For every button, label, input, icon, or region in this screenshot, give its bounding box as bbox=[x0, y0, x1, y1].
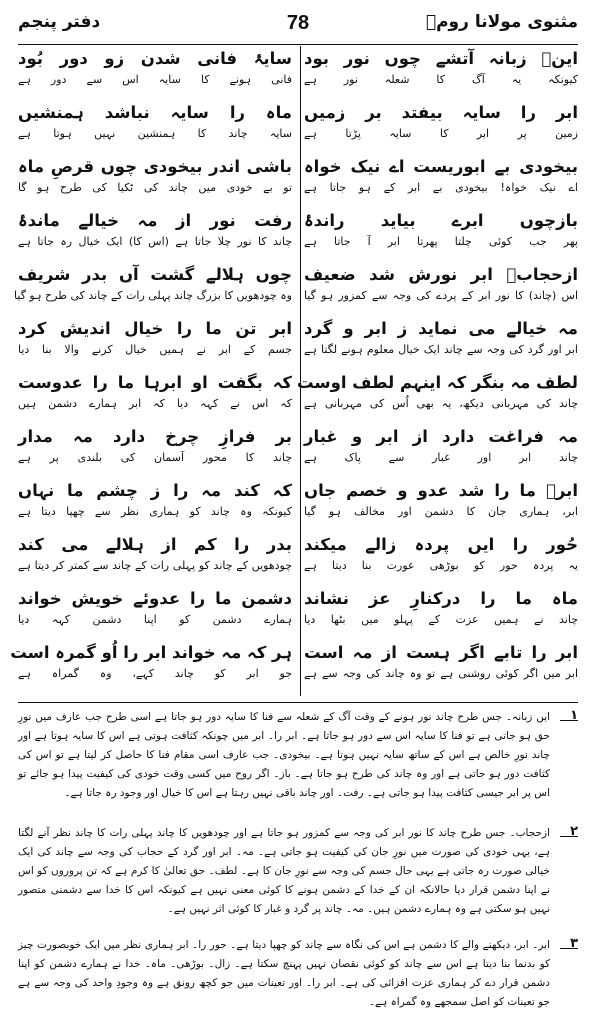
gloss-line: ابر اور گرد کی وجہ سے چاند ایک خیال معلوم ہونے لگتا ہے bbox=[304, 343, 578, 356]
gloss-line: فانی ہونے کا سایہ اس سے دور ہے bbox=[18, 73, 292, 86]
gloss-line: چاند ابر اور غبار سے پاک ہے bbox=[304, 451, 578, 464]
footnote-rule bbox=[18, 702, 578, 703]
volume-title: دفتر پنجم bbox=[18, 12, 101, 32]
verse-line: باشی اندر بیخودی چوں قرصِ ماہ bbox=[18, 157, 292, 176]
footnote-number-underline bbox=[560, 720, 578, 721]
verse-line: اینؔ زبانہ آتشے چوں نور بود bbox=[304, 49, 578, 68]
verse-line: چوں ہلالے گشت آں بدر شریف bbox=[18, 265, 292, 284]
gloss-line: جو ابر کو چاند کہے، وہ گمراہ ہے bbox=[18, 667, 292, 680]
verse-line: بدر را کم از ہلالے می کند bbox=[18, 535, 292, 554]
verse-line: ہر کہ مہ خواند ابر را اُو گمرہ است bbox=[10, 643, 292, 662]
footnote-number-underline bbox=[560, 836, 578, 837]
verse-line: کہ بگفت او ابرہا ما را عدوست bbox=[18, 373, 292, 392]
header-rule bbox=[18, 44, 578, 45]
gloss-line: چودھویں کے چاند کو پہلی رات کے چاند سے کمتر کر دیتا ہے bbox=[18, 559, 292, 572]
left-column bbox=[10, 48, 292, 698]
gloss-line: چاند کی مہربانی دیکھ، یہ بھی اُس کی مہربانی ہے bbox=[304, 397, 578, 410]
verse-line: ماہ را سایہ نباشد ہمنشیں bbox=[18, 103, 292, 122]
verse-line: دشمن ما را عدوئے خویش خواند bbox=[18, 589, 292, 608]
verse-line: لطف مہ بنگر کہ اینہم لطف اوست bbox=[296, 373, 578, 392]
page-header bbox=[18, 12, 578, 42]
footnote-text: ابر۔ ابر، دیکھنے والے کا دشمن ہے اس کی نگاہ سے چاند کو چھپا دیتا ہے۔ حور را۔ ابر ہماری نظر میں ایک خوبصورت چیز کو بدنما بنا دیتا ہے اس سے چاند کو کوئی نقصان نہیں پہنچ سکتا ہے۔ زال۔ بوڑھی۔ ماہ۔ خدا نے ہمارے دشمن کو اپنا دشمن قرار دے کر ہماری عزت افزائی کی ہے۔ ابر را۔ اور تعینات میں جو کچھ رونق ہے وہ وجودِ واحد کی وجہ سے ہے جو تعینات کو اصل سمجھے وہ گمراہ ہے۔ bbox=[18, 939, 550, 1008]
gloss-line: چاند کا محور آسمان کی بلندی پر ہے bbox=[18, 451, 292, 464]
verse-line: ابر را سایہ بیفتد بر زمیں bbox=[304, 103, 578, 122]
gloss-line: ہمارے دشمن کو اپنا دشمن کہہ دیا bbox=[18, 613, 292, 626]
verse-line: بازچوں ابرے بیاید راندۂ bbox=[304, 211, 578, 230]
footnote bbox=[18, 708, 578, 820]
gloss-line: کیونکہ وہ چاند کو ہماری نظر سے چھپا دیتا ہے bbox=[18, 505, 292, 518]
verse-line: بیخودی بے ابوریست اے نیک خواہ bbox=[304, 157, 578, 176]
couplets-section bbox=[10, 48, 578, 698]
footnote-number: ۳ bbox=[570, 936, 578, 951]
verse-line: ابرؔ ما را شد عدو و خصم جاں bbox=[304, 481, 578, 500]
verse-line: مہ خیالے می نماید ز ابر و گرد bbox=[304, 319, 578, 338]
verse-line: کہ کند مہ را ز چشم ما نہاں bbox=[18, 481, 292, 500]
footnote-text: ایں زبانہ۔ جس طرح چاند نور ہونے کے وقت آگ کے شعلہ سے فنا کا سایہ دور ہو جاتا ہے اسی طرح جب عارف میں نورِ حق ہو جاتی ہے تو فنا کا سایہ اس سے دور ہو جاتا ہے۔ ابر را۔ ابر میں چونکہ کثافت ہوتی ہے اس کا سایہ ہوتا ہے اور چاند نورِ خالص ہے اس کے ساتھ سایہ نہیں ہوتا ہے۔ بیخودی۔ جب عارف اسی مقام فنا کا حاصل کر لیتا ہے تو اس کی کثافت دور ہو جاتی ہے اور وہ چاند کی طرح ہو جاتا ہے۔ باز۔ اگر روح میں کسی وقت خودی کی کیفیت پیدا ہو جائے تو اس پر ابر جیسی کثافت پیدا ہو جاتی ہے۔ رفت۔ اور چاند باقی نہیں رہتا ہے اس کا خیال اور وجود رہ جاتا ہے۔ bbox=[18, 711, 550, 799]
gloss-line: یہ پردہ حور کو بوڑھی عورت بنا دیتا ہے bbox=[304, 559, 578, 572]
gloss-line: اے نیک خواہ! بیخودی بے ابر کے ہو جاتا ہے bbox=[304, 181, 578, 194]
verse-line: ابر تن ما را خیال اندیش کرد bbox=[18, 319, 292, 338]
gloss-line: زمین پر ابر کا سایہ پڑتا ہے bbox=[304, 127, 578, 140]
gloss-line: سایہ چاند کا ہمنشین نہیں ہوتا ہے bbox=[18, 127, 292, 140]
footnote bbox=[18, 824, 578, 932]
footnote bbox=[18, 936, 578, 1008]
gloss-line: پھر جب کوئی چلتا پھرتا ابر آ جاتا ہے bbox=[304, 235, 578, 248]
footnotes-section bbox=[18, 708, 578, 1008]
gloss-line: کیونکہ یہ آگ کا شعلہ نور ہے bbox=[304, 73, 578, 86]
right-column bbox=[296, 48, 578, 698]
footnote-number: ۱ bbox=[570, 708, 578, 723]
gloss-line: ابر میں اگر کوئی روشنی ہے تو وہ چاند کی وجہ سے ہے bbox=[304, 667, 578, 680]
gloss-line: چاند کا نور چلا جاتا ہے (اس کا) ایک خیال رہ جاتا ہے bbox=[18, 235, 292, 248]
gloss-line: وہ چودھویں کا بزرگ چاند پہلی رات کے چاند کی طرح ہو گیا bbox=[14, 289, 292, 302]
verse-line: سایۂ فانی شدن زو دور بُود bbox=[18, 49, 292, 68]
gloss-line: جسم کے ابر نے ہمیں خیال کرنے والا بنا دیا bbox=[18, 343, 292, 356]
verse-line: ماہ ما را درکنارِ عز نشاند bbox=[304, 589, 578, 608]
gloss-line: تو بے خودی میں چاند کی ٹکیا کی طرح ہو گا bbox=[18, 181, 292, 194]
verse-line: ابر را تابے اگر ہست از مہ است bbox=[304, 643, 578, 662]
verse-line: بر فرازِ چرخ دارد مہ مدار bbox=[18, 427, 292, 446]
gloss-line: کہ اس نے کہہ دیا کہ ابر ہمارے دشمن ہیں bbox=[18, 397, 292, 410]
gloss-line: چاند نے ہمیں عزت کے پہلو میں بٹھا دیا bbox=[304, 613, 578, 626]
verse-line: حُور را ایں پردہ زالے میکند bbox=[304, 535, 578, 554]
page-number: 78 bbox=[286, 12, 310, 34]
verse-line: ازحجابؔ ابر نورش شد ضعیف bbox=[304, 265, 578, 284]
gloss-line: ابر، ہماری جان کا دشمن اور مخالف ہو گیا bbox=[304, 505, 578, 518]
footnote-text: ازحجاب۔ جس طرح چاند کا نور ابر کی وجہ سے کمزور ہو جاتا ہے اور چودھویں کا چاند پہلی رات کا چاند نظر آنے لگتا ہے، یہی خودی کی صورت میں نورِ جان کی کیفیت ہو جاتی ہے۔ مہ۔ ابر اور گرد کے حجاب کی وجہ سے چاند کی ایک خیالی صورت رہ جاتی ہے یہی حال جسم کی وجہ سے نورِ جان کا ہے۔ لطف۔ حق تعالیٰ کا کرم ہے کہ تن پروروں کو اس نے اپنا دشمن قرار دیا حالانکہ ان کے خدا کے دشمن ہونے کا کوئی معنی نہیں ہے کیونکہ اس کا خدا سے دشمنی متصور نہیں ہو سکتی ہے وہ ہمارے دشمن ہیں۔ مہ۔ چاند پر گرد و غبار کا کوئی اثر نہیں ہے۔ bbox=[18, 827, 550, 915]
verse-line: مہ فراغت دارد از ابر و غبار bbox=[304, 427, 578, 446]
book-title: مثنوی مولانا رومؒ bbox=[425, 12, 578, 32]
gloss-line: اس (چاند) کا نور ابر کے پردے کی وجہ سے کمزور ہو گیا bbox=[304, 289, 578, 302]
footnote-number-underline bbox=[560, 948, 578, 949]
verse-line: رفت نور از مہ خیالے ماندۂ bbox=[18, 211, 292, 230]
footnote-number: ۲ bbox=[570, 824, 578, 839]
